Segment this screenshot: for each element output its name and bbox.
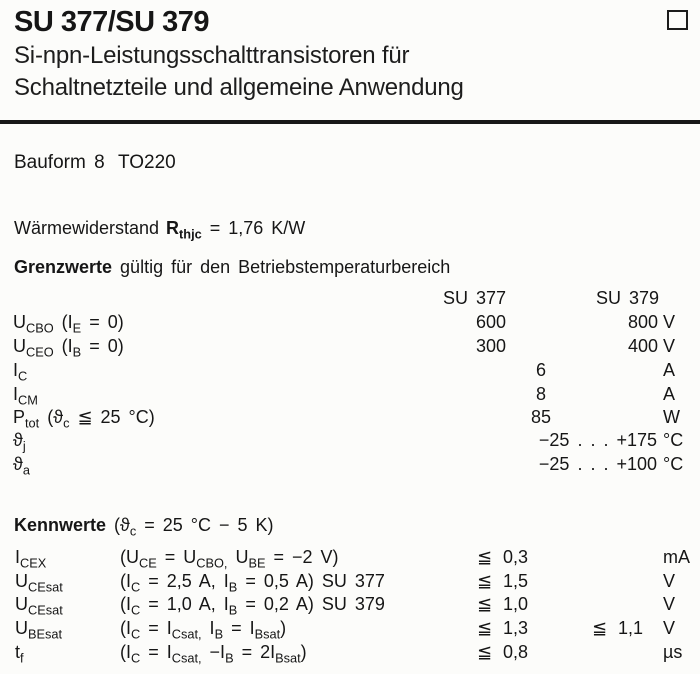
table-row [0,453,700,478]
limit-sign-su377: ≦ [477,642,493,662]
unit: A [663,384,676,404]
test-conditions: ($U_{CE} = U_{CBO,}$ $U_{BE} = -2$ V) [120,547,339,571]
value-range: −25 . . . +175 [538,430,657,450]
table-row [0,406,700,431]
unit: V [663,571,676,591]
table-row [0,593,700,618]
limit-value-su377: 0,8 [503,642,529,662]
value-su377: 600 [475,312,506,332]
limit-value-su377: 1,3 [503,618,529,638]
subtitle-line-2: Schaltnetzteile und allgemeine Anwendung [14,74,464,101]
test-conditions: ($I_C = 2,5$ A, $I_B = 0,5$ A) SU 377 [120,571,385,595]
unit: V [663,312,676,332]
parameter-symbol: $U_{CEsat}$ [15,571,63,595]
limits-heading-rest: gültig für den Betriebstemperaturbereich [112,257,451,277]
value-common: 85 [530,407,552,427]
test-conditions: ($I_C = I_{Csat,}$ $I_B = I_{Bsat}$) [120,618,287,642]
parameter-symbol: $U_{BEsat}$ [15,618,63,642]
limits-section-heading [14,256,450,278]
value-su377: 300 [475,336,506,356]
table-row [0,311,700,336]
parameter-symbol: $ϑ_a$ [13,454,30,478]
package-label: Bauform 8 [14,152,105,173]
table-row [0,359,700,384]
table-row [0,335,700,360]
parameter-symbol: $U_{CEO}$ $(I_B = 0)$ [13,336,124,360]
parameter-symbol: $P_{tot}$ ($ϑ_c$ ≦ 25 °C) [13,407,155,431]
parameter-symbol: $t_f$ [15,642,24,666]
unit: A [663,360,676,380]
limit-sign-su377: ≦ [477,571,493,591]
table-row [0,641,700,666]
limit-value-su377: 0,3 [503,547,529,567]
parameter-symbol: $I_{CEX}$ [15,547,47,571]
unit: V [663,594,676,614]
characteristics-heading-rest: ($ϑ_c = 25$ °C − 5 K) [106,515,274,539]
unit: V [663,336,676,356]
column-header-su377: SU 377 [443,288,507,308]
thermal-value: = 1,76 K/W [209,218,306,238]
unit: V [663,618,676,638]
value-range: −25 . . . +100 [538,454,657,474]
table-row [0,429,700,454]
thermal-symbol: $R_{thjc}$ [166,218,202,242]
title-divider [0,120,700,124]
value-su379: 800 [627,312,658,332]
limit-value-su377: 1,5 [503,571,529,591]
parameter-symbol: $U_{CBO}$ $(I_E = 0)$ [13,312,124,336]
unit: °C [663,430,684,450]
subtitle-line-1: Si-npn-Leistungsschalttransistoren für [14,42,410,69]
thermal-resistance-line [14,217,305,246]
column-header-su379: SU 379 [596,288,660,308]
corner-square-icon [667,10,688,30]
limit-sign-su377: ≦ [477,547,493,567]
parameter-symbol: $ϑ_j$ [13,430,26,454]
thermal-label: Wärmewiderstand [14,218,160,238]
unit: °C [663,454,684,474]
limit-sign-su379: ≦ [592,618,608,638]
parameter-symbol: $U_{CEsat}$ [15,594,63,618]
value-common: 6 [535,360,546,380]
characteristics-heading-bold: Kennwerte [14,515,107,535]
test-conditions: ($I_C = 1,0$ A, $I_B = 0,2$ A) SU 379 [120,594,385,618]
unit: mA [663,547,690,567]
limit-sign-su377: ≦ [477,594,493,614]
page-subtitle [14,40,464,104]
table-row [0,383,700,408]
table-row [0,617,700,642]
parameter-symbol: $I_C$ [13,360,28,384]
limits-heading-bold: Grenzwerte [14,257,113,277]
test-conditions: $(I_C = I_{Csat,} -I_B = 2I_{Bsat})$ [120,642,307,666]
page-title: SU 377/SU 379 [14,6,210,38]
characteristics-section-heading [14,514,274,543]
value-su379: 400 [627,336,658,356]
table-row [0,570,700,595]
unit: µs [663,642,683,662]
parameter-symbol: $I_{CM}$ [13,384,38,408]
table-row [0,546,700,571]
limit-sign-su377: ≦ [477,618,493,638]
package-type: TO220 [118,152,176,173]
value-common: 8 [535,384,546,404]
unit: W [663,407,680,427]
limit-value-su377: 1,0 [503,594,529,614]
limit-value-su379: 1,1 [618,618,644,638]
